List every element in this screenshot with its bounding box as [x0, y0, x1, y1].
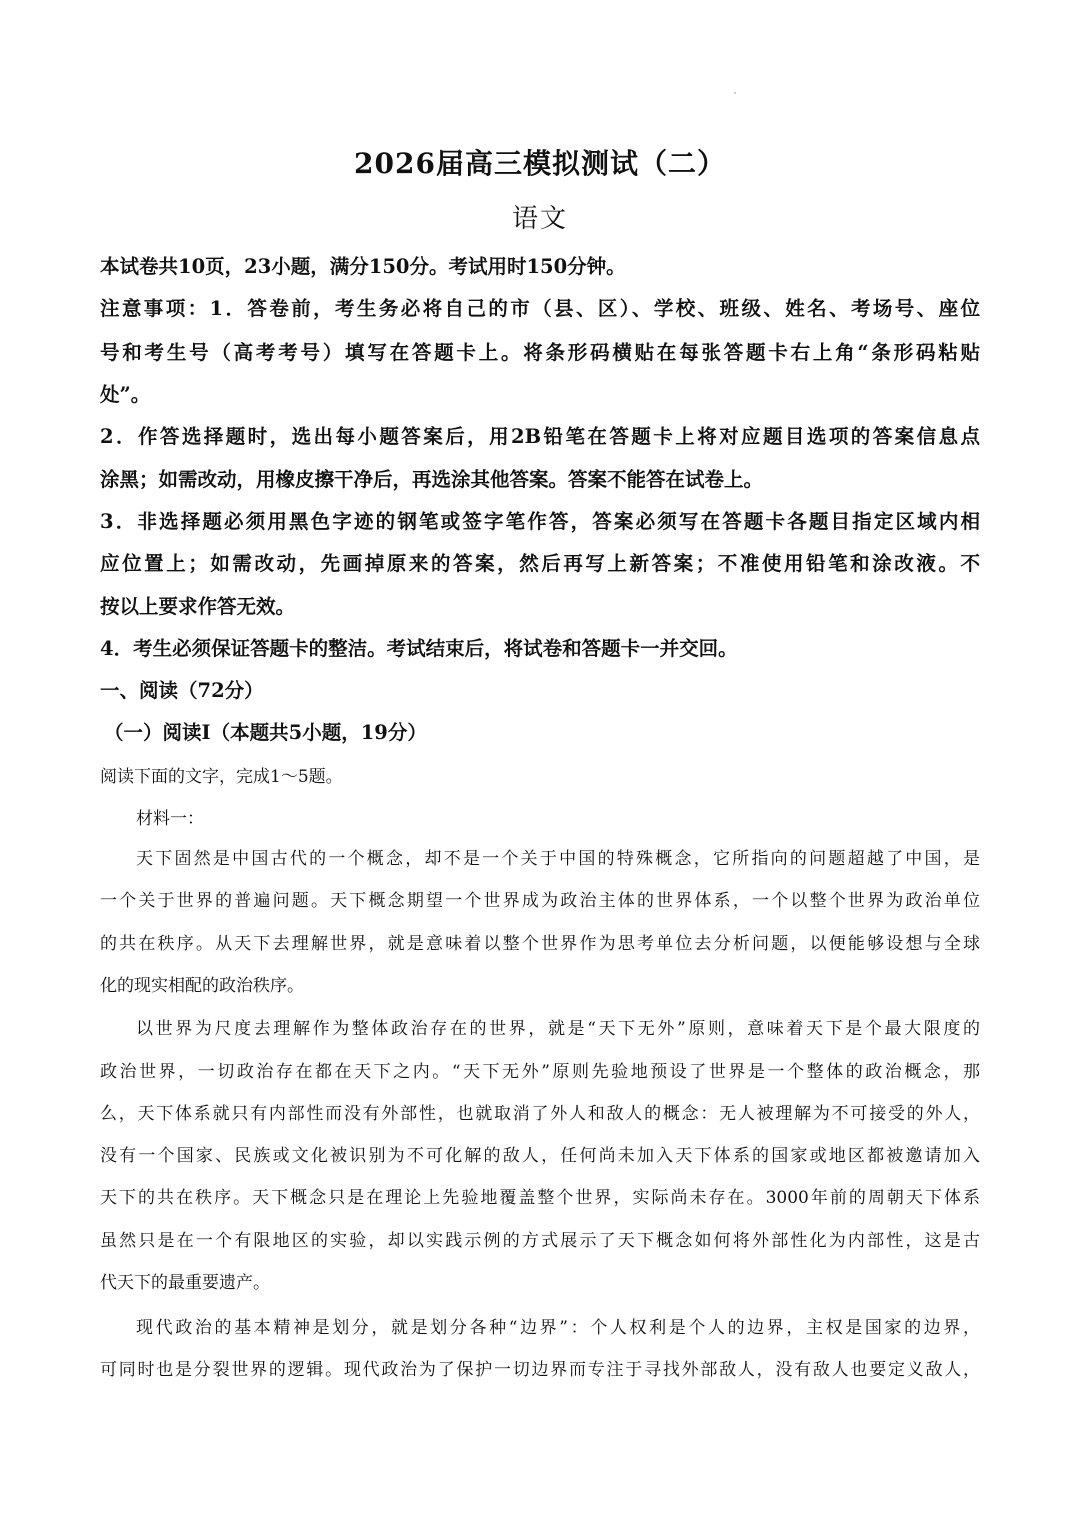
passage-line: 么，天下体系就只有内部性而没有外部性，也就取消了外人和敌人的概念：无人被理解为不可接受的外人，: [100, 1104, 980, 1124]
notes-line: 4．考生必须保证答题卡的整洁。考试结束后，将试卷和答题卡一并交回。: [100, 637, 738, 660]
passage-line: 现代政治的基本精神是划分，就是划分各种“边界”：个人权利是个人的边界，主权是国家的边界，: [136, 1318, 980, 1338]
notes-line: 按以上要求作答无效。: [100, 595, 296, 618]
passage-line: 的共在秩序。从天下去理解世界，就是意味着以整个世界作为思考单位去分析问题，以便能够设想与全球: [100, 934, 980, 954]
passage-line: 一个关于世界的普遍问题。天下概念期望一个世界成为政治主体的世界体系，一个以整个世界为政治单位: [100, 891, 980, 911]
exam-title: 2026届高三模拟测试（二）: [354, 147, 726, 180]
passage-line: 化的现实相配的政治秩序。: [100, 976, 304, 996]
scan-speck: [734, 92, 736, 94]
notes-line: 处”。: [100, 383, 151, 406]
material-label: 材料一：: [136, 809, 204, 829]
notes-line: 应位置上；如需改动，先画掉原来的答案，然后再写上新答案；不准使用铅笔和涂改液。不: [100, 552, 980, 575]
passage-line: 没有一个国家、民族或文化被识别为不可化解的敌人，任何尚未加入天下体系的国家或地区都被邀请加入: [100, 1146, 980, 1166]
passage-line: 可同时也是分裂世界的逻辑。现代政治为了保护一切边界而专注于寻找外部敌人，没有敌人也要定义敌人，: [100, 1360, 980, 1380]
subsection-heading: （一）阅读I（本题共5小题，19分）: [104, 721, 427, 744]
passage-line: 天下固然是中国古代的一个概念，却不是一个关于中国的特殊概念，它所指向的问题超越了中国，是: [136, 849, 980, 869]
passage-line: 虽然只是在一个有限地区的实验，却以实践示例的方式展示了天下概念如何将外部性化为内部性，这是古: [100, 1231, 980, 1251]
section-heading: 一、阅读（72分）: [100, 679, 264, 702]
passage-line: 以世界为尺度去理解作为整体政治存在的世界，就是“天下无外”原则，意味着天下是个最大限度的: [136, 1019, 980, 1039]
passage-line: 代天下的最重要遗产。: [100, 1273, 270, 1293]
exam-intro: 本试卷共10页，23小题，满分150分。考试用时150分钟。: [100, 255, 626, 278]
notes-line: 涂黑；如需改动，用橡皮擦干净后，再选涂其他答案。答案不能答在试卷上。: [100, 468, 764, 491]
passage-line: 政治世界，一切政治存在都在天下之内。“天下无外”原则先验地预设了世界是一个整体的政治概念，那: [100, 1062, 980, 1082]
reading-direction: 阅读下面的文字，完成1～5题。: [100, 767, 343, 787]
notes-line: 3．非选择题必须用黑色字迹的钢笔或签字笔作答，答案必须写在答题卡各题目指定区域内相: [100, 510, 980, 533]
passage-line: 天下的共在秩序。天下概念只是在理论上先验地覆盖整个世界，实际尚未存在。3000年前的周朝天下体系: [100, 1188, 980, 1208]
notes-line: 号和考生号（高考考号）填写在答题卡上。将条形码横贴在每张答题卡右上角“条形码粘贴: [100, 341, 980, 364]
subject-title: 语文: [511, 204, 568, 234]
notes-line: 注意事项：1．答卷前，考生务必将自己的市（县、区）、学校、班级、姓名、考场号、座位: [100, 297, 980, 320]
notes-line: 2．作答选择题时，选出每小题答案后，用2B铅笔在答题卡上将对应题目选项的答案信息点: [100, 425, 980, 448]
